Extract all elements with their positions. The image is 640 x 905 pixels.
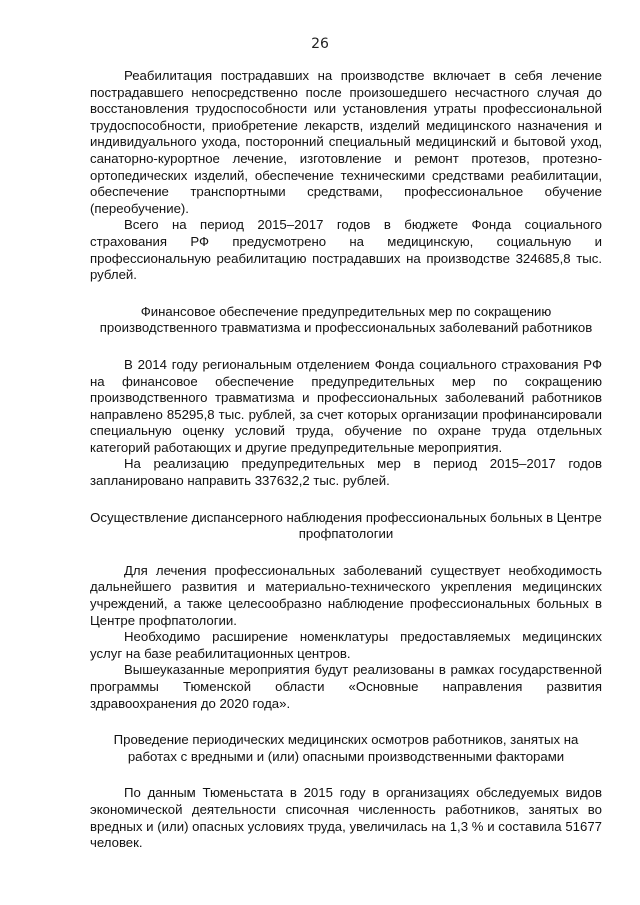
paragraph: На реализацию предупредительных мер в период 2015–2017 годов запланировано направить 337632,2 тыс. рублей. <box>90 456 602 489</box>
paragraph: В 2014 году региональным отделением Фонда социального страхования РФ на финансовое обеспечение предупредительных мер по сокращению производственного травматизма и профессиональных заболеваний работников направлено 85295,8 тыс. рублей, за счет которых организации профинансировали специальную оценку условий труда, обучение по охране труда отдельных категорий работающих и другие предупредительные мероприятия. <box>90 356 602 455</box>
paragraph: По данным Тюменьстата в 2015 году в организациях обследуемых видов экономической деятельности списочная численность работников, занятых во вредных и (или) опасных условиях труда, увеличилась на 1,3 % и составила 51677 человек. <box>90 785 602 851</box>
section-heading: Осуществление диспансерного наблюдения профессиональных больных в Центре профпатологии <box>90 509 602 542</box>
section-rehabilitation <box>90 68 602 284</box>
paragraph: Вышеуказанные мероприятия будут реализованы в рамках государственной программы Тюменской области «Основные направления развития здравоохранения до 2020 года». <box>90 662 602 711</box>
document-body <box>90 68 602 852</box>
paragraph: Необходимо расширение номенклатуры предоставляемых медицинских услуг на базе реабилитационных центров. <box>90 629 602 661</box>
section-heading: Проведение периодических медицинских осмотров работников, занятых на работах с вредными и (или) опасными производственными факторами <box>113 732 579 764</box>
page-number: 26 <box>311 36 329 52</box>
section-heading: Финансовое обеспечение предупредительных мер по сокращению производственного травматизма и профессиональных заболеваний работников <box>99 303 593 336</box>
paragraph: Всего на период 2015–2017 годов в бюджете Фонда социального страхования РФ предусмотрено на медицинскую, социальную и профессиональную реабилитацию пострадавших на производстве 324685,8 тыс. рублей. <box>90 217 602 283</box>
paragraph: Реабилитация пострадавших на производстве включает в себя лечение пострадавшего непосредственно после произошедшего несчастного случая до восстановления трудоспособности или установления утраты профессиональной трудоспособности, приобретение лекарств, изделий медицинского назначения и индивидуального ухода, посторонний специальный медицинский и бытовой уход, санаторно-курортное лечение, изготовление и ремонт протезов, протезно-ортопедических изделий, обеспечение техническими средствами реабилитации, обеспечение транспортными средствами, профессиональное обучение (переобучение). <box>90 68 602 216</box>
section-dispensary-observation <box>90 510 602 713</box>
paragraph: Для лечения профессиональных заболеваний существует необходимость дальнейшего развития и материально-технического укрепления медицинских учреждений, а также целесообразно наблюдение профессиональных больных в Центре профпатологии. <box>90 562 602 628</box>
section-medical-examinations <box>90 732 602 852</box>
section-preventive-measures <box>90 304 602 490</box>
